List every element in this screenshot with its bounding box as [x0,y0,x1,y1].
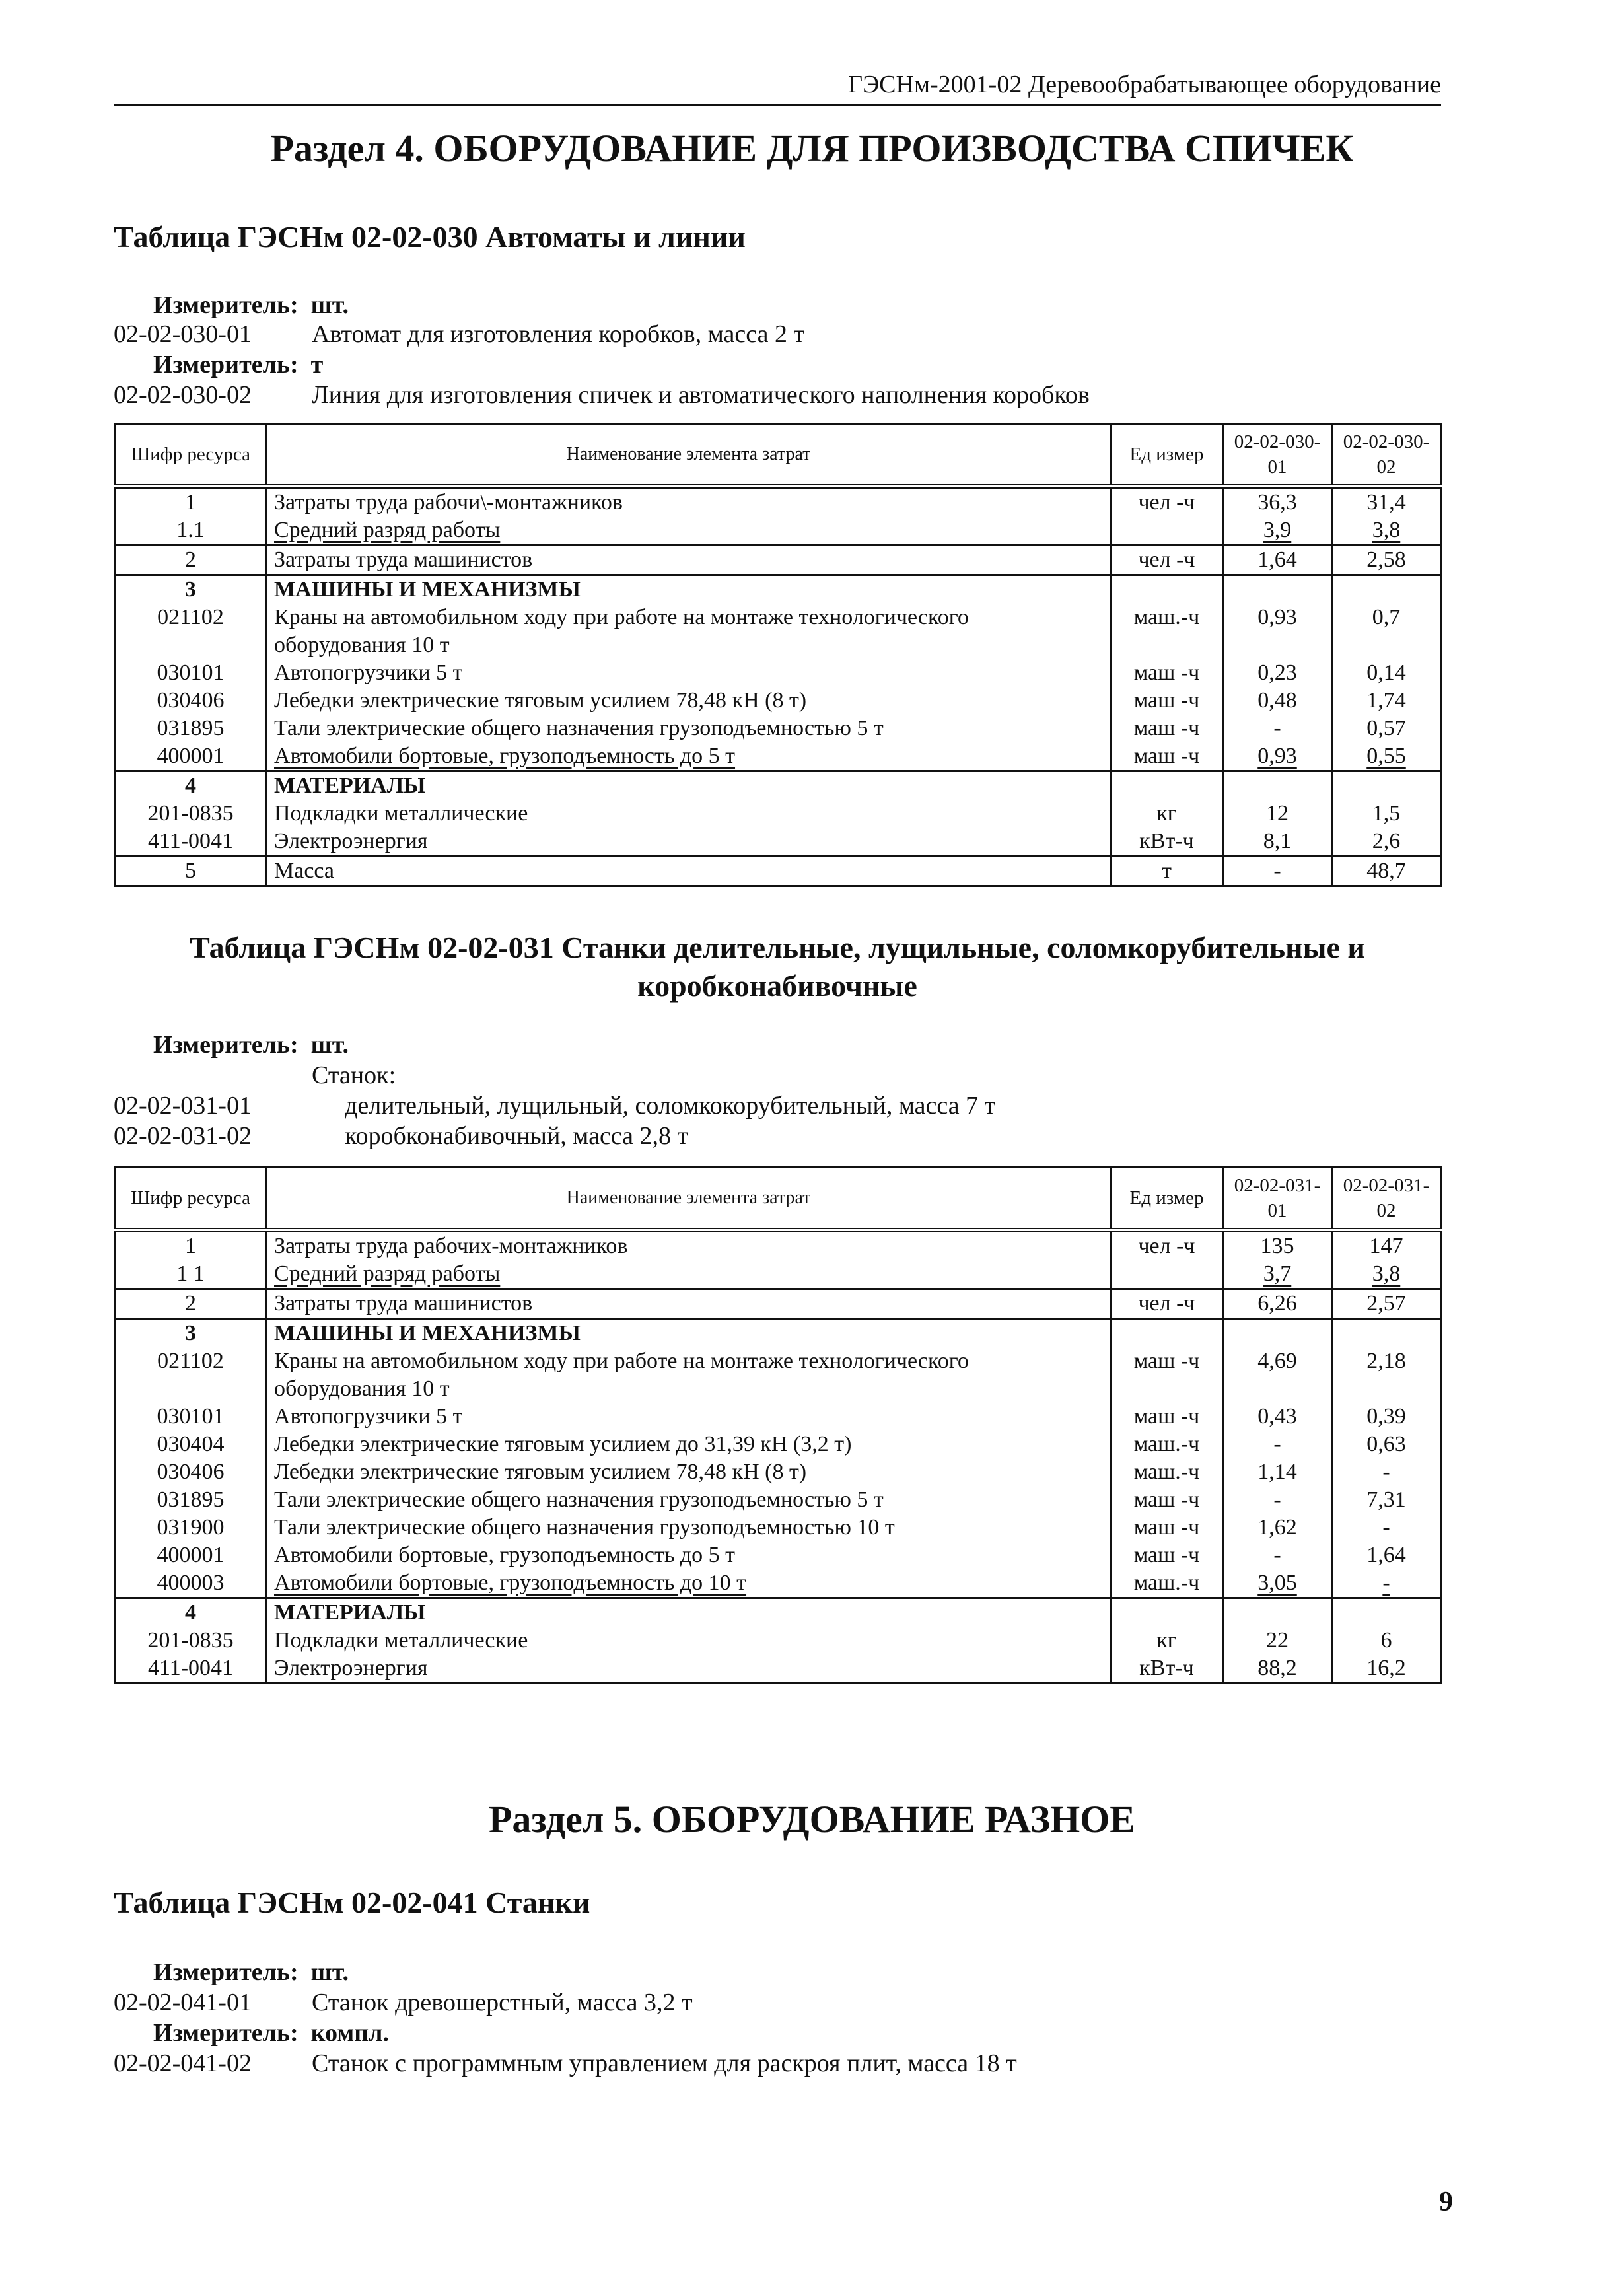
table-row [115,1230,1441,1261]
value-col-2: 2,58 [1332,546,1441,575]
table-031-title [114,929,1441,1005]
table-row [115,659,1441,687]
cost-element-name: МАШИНЫ И МЕХАНИЗМЫ [267,1319,1111,1348]
header-name: Наименование элемента затрат [267,424,1111,487]
resource-code: 411-0041 [115,1654,267,1684]
unit: кВт-ч [1111,828,1223,857]
value-col-1: - [1223,1542,1332,1569]
unit [1111,516,1223,546]
cost-element-name: Подкладки металлические [267,1627,1111,1654]
table-031 [114,1166,1442,1684]
table-031-title-line-1: Таблица ГЭСНм 02-02-031 Станки делительные, лущильные, соломкорубительные и [190,931,1365,964]
value-col-2: 0,63 [1332,1431,1441,1458]
value-col-2: 2,57 [1332,1289,1441,1319]
cost-element-name: Средний разряд работы [267,1260,1111,1289]
table-row [115,1319,1441,1348]
value-col-2: 3,8 [1332,1260,1441,1289]
unit: чел -ч [1111,1230,1223,1261]
meter-label: Измеритель: [153,291,299,319]
item-code: 02-02-041-02 [114,2049,252,2077]
value-col-1: 0,23 [1223,659,1332,687]
meter-value: шт. [310,1958,349,1986]
header-name: Наименование элемента затрат [267,1168,1111,1230]
value-col-1: - [1223,1431,1332,1458]
value-col-1: - [1223,1486,1332,1514]
header-unit: Ед измер [1111,1168,1223,1230]
unit: чел -ч [1111,1289,1223,1319]
value-col-1: 0,43 [1223,1403,1332,1431]
item-description: коробконабивочный, масса 2,8 т [345,1122,689,1150]
value-col-1: 0,48 [1223,687,1332,715]
value-col-2 [1332,1319,1441,1348]
value-col-2 [1332,1598,1441,1627]
resource-code: 030101 [115,1403,267,1431]
table-030-body [115,487,1441,886]
unit [1111,771,1223,800]
table-header-row [115,424,1441,487]
section-4-title: Раздел 4. ОБОРУДОВАНИЕ ДЛЯ ПРОИЗВОДСТВА СПИЧЕК [270,127,1354,170]
unit: чел -ч [1111,487,1223,517]
value-col-1: 3,9 [1223,516,1332,546]
value-col-1: 135 [1223,1230,1332,1261]
value-col-2 [1332,575,1441,604]
value-col-2: 0,57 [1332,715,1441,742]
value-col-2: 0,7 [1332,604,1441,659]
value-col-2 [1332,771,1441,800]
value-col-2: - [1332,1458,1441,1486]
meter-value: шт. [310,1031,349,1059]
unit [1111,1319,1223,1348]
item-description: Линия для изготовления спичек и автоматического наполнения коробков [312,381,1090,409]
value-col-2: 1,74 [1332,687,1441,715]
value-col-1 [1223,1598,1332,1627]
resource-code: 031895 [115,715,267,742]
table-row [115,1347,1441,1403]
resource-code: 031900 [115,1514,267,1542]
unit: маш.-ч [1111,604,1223,659]
page-number: 9 [1439,2187,1453,2217]
table-row [115,1486,1441,1514]
item-description: Автомат для изготовления коробков, масса 2 т [312,320,805,348]
unit: маш.-ч [1111,1458,1223,1486]
cost-element-name: МАТЕРИАЛЫ [267,771,1111,800]
section-5-title: Раздел 5. ОБОРУДОВАНИЕ РАЗНОЕ [488,1798,1135,1841]
unit: маш -ч [1111,1347,1223,1403]
cost-element-name: Подкладки металлические [267,800,1111,828]
value-col-2: 3,8 [1332,516,1441,546]
cost-element-name: МАШИНЫ И МЕХАНИЗМЫ [267,575,1111,604]
value-col-1: 6,26 [1223,1289,1332,1319]
table-row [115,1627,1441,1654]
cost-element-name: Затраты труда рабочи\-монтажников [267,487,1111,517]
cost-element-name: Затраты труда рабочих-монтажников [267,1230,1111,1261]
value-col-1: 22 [1223,1627,1332,1654]
table-030-title: Таблица ГЭСНм 02-02-030 Автоматы и линии [114,220,746,254]
item-description: Станок с программным управлением для раскроя плит, масса 18 т [312,2049,1017,2077]
table-041-meter-1 [153,1956,349,1988]
cost-element-name: Краны на автомобильном ходу при работе на монтаже технологического оборудования 10 т [267,1347,1111,1403]
resource-code: 3 [115,575,267,604]
meter-label: Измеритель: [153,2019,299,2047]
value-col-2: 7,31 [1332,1486,1441,1514]
table-row [115,742,1441,771]
resource-code: 030404 [115,1431,267,1458]
cost-element-name: Электроэнергия [267,1654,1111,1684]
table-041-item-1 [114,1987,693,2018]
cost-element-name: Тали электрические общего назначения грузоподъемностью 5 т [267,715,1111,742]
value-col-2: 1,64 [1332,1542,1441,1569]
table-030 [114,423,1442,887]
unit [1111,1260,1223,1289]
resource-code: 021102 [115,1347,267,1403]
value-col-1: 0,93 [1223,604,1332,659]
cost-element-name: Затраты труда машинистов [267,546,1111,575]
cost-element-name: Лебедки электрические тяговым усилием 78,48 кН (8 т) [267,1458,1111,1486]
resource-code: 400001 [115,1542,267,1569]
item-description: делительный, лущильный, соломкокорубительный, масса 7 т [345,1092,996,1119]
header-col-2: 02-02-030-02 [1332,424,1441,487]
cost-element-name: Лебедки электрические тяговым усилием 78,48 кН (8 т) [267,687,1111,715]
value-col-2: 0,55 [1332,742,1441,771]
table-row [115,604,1441,659]
resource-code: 2 [115,546,267,575]
value-col-2: 147 [1332,1230,1441,1261]
table-041-meter-2 [153,2017,389,2049]
cost-element-name: Тали электрические общего назначения грузоподъемностью 10 т [267,1514,1111,1542]
value-col-2: - [1332,1569,1441,1598]
resource-code: 2 [115,1289,267,1319]
unit: маш -ч [1111,1542,1223,1569]
resource-code: 1 [115,487,267,517]
unit [1111,1598,1223,1627]
item-code: 02-02-031-02 [114,1122,252,1150]
item-code: 02-02-041-01 [114,1989,252,2016]
table-030-item-1 [114,318,804,350]
table-row [115,575,1441,604]
value-col-1: 1,62 [1223,1514,1332,1542]
resource-code: 5 [115,857,267,886]
table-031-group-label: Станок: [312,1061,396,1089]
item-code: 02-02-031-01 [114,1092,252,1119]
table-row [115,828,1441,857]
running-header: ГЭСНм-2001-02 Деревообрабатывающее оборудование [114,69,1441,106]
table-row [115,546,1441,575]
header-col-1: 02-02-031-01 [1223,1168,1332,1230]
item-code: 02-02-030-02 [114,381,252,409]
meter-label: Измеритель: [153,1031,299,1059]
table-row [115,800,1441,828]
unit: кг [1111,1627,1223,1654]
item-code: 02-02-030-01 [114,320,252,348]
cost-element-name: Электроэнергия [267,828,1111,857]
unit: маш -ч [1111,687,1223,715]
value-col-2: 0,39 [1332,1403,1441,1431]
resource-code: 201-0835 [115,800,267,828]
value-col-1: 1,64 [1223,546,1332,575]
table-row [115,1598,1441,1627]
table-031-body [115,1230,1441,1684]
meter-label: Измеритель: [153,351,299,378]
value-col-1: 3,05 [1223,1569,1332,1598]
value-col-1 [1223,771,1332,800]
value-col-2: 2,18 [1332,1347,1441,1403]
header-code: Шифр ресурса [115,1168,267,1230]
resource-code: 021102 [115,604,267,659]
table-031-title-line-2: коробконабивочные [637,969,917,1003]
resource-code: 400003 [115,1569,267,1598]
value-col-2: 6 [1332,1627,1441,1654]
unit: маш -ч [1111,659,1223,687]
resource-code: 3 [115,1319,267,1348]
resource-code: 400001 [115,742,267,771]
value-col-2: 1,5 [1332,800,1441,828]
value-col-1: 8,1 [1223,828,1332,857]
meter-value: компл. [310,2019,389,2047]
value-col-1: 1,14 [1223,1458,1332,1486]
cost-element-name: Тали электрические общего назначения грузоподъемностью 5 т [267,1486,1111,1514]
table-row [115,1569,1441,1598]
value-col-1: 12 [1223,800,1332,828]
unit: маш.-ч [1111,1569,1223,1598]
value-col-2: 0,14 [1332,659,1441,687]
header-col-2: 02-02-031-02 [1332,1168,1441,1230]
resource-code: 1.1 [115,516,267,546]
cost-element-name: Автомобили бортовые, грузоподъемность до 5 т [267,742,1111,771]
unit: маш -ч [1111,1514,1223,1542]
table-row [115,516,1441,546]
table-030-item-2 [114,379,1090,411]
unit: маш -ч [1111,715,1223,742]
unit: маш.-ч [1111,1431,1223,1458]
unit: чел -ч [1111,546,1223,575]
unit: т [1111,857,1223,886]
meter-label: Измеритель: [153,1958,299,1986]
cost-element-name: Лебедки электрические тяговым усилием до 31,39 кН (3,2 т) [267,1431,1111,1458]
table-030-meter-2 [153,349,323,380]
item-description: Станок древошерстный, масса 3,2 т [312,1989,693,2016]
resource-code: 1 1 [115,1260,267,1289]
resource-code: 1 [115,1230,267,1261]
resource-code: 201-0835 [115,1627,267,1654]
table-row [115,1403,1441,1431]
cost-element-name: МАТЕРИАЛЫ [267,1598,1111,1627]
table-row [115,687,1441,715]
value-col-2: - [1332,1514,1441,1542]
table-041-title: Таблица ГЭСНм 02-02-041 Станки [114,1886,590,1919]
resource-code: 4 [115,771,267,800]
table-row [115,771,1441,800]
table-041-item-2 [114,2047,1017,2079]
value-col-1 [1223,1319,1332,1348]
table-row [115,1542,1441,1569]
table-row [115,715,1441,742]
value-col-1: 4,69 [1223,1347,1332,1403]
cost-element-name: Затраты труда машинистов [267,1289,1111,1319]
unit: кВт-ч [1111,1654,1223,1684]
table-row [115,487,1441,517]
value-col-1: - [1223,715,1332,742]
unit: маш -ч [1111,1403,1223,1431]
table-row [115,1431,1441,1458]
resource-code: 4 [115,1598,267,1627]
value-col-2: 31,4 [1332,487,1441,517]
cost-element-name: Автопогрузчики 5 т [267,659,1111,687]
value-col-1: 3,7 [1223,1260,1332,1289]
table-row [115,1654,1441,1684]
unit: кг [1111,800,1223,828]
value-col-1: 0,93 [1223,742,1332,771]
table-header-row [115,1168,1441,1230]
unit: маш -ч [1111,1486,1223,1514]
value-col-2: 2,6 [1332,828,1441,857]
table-row [115,1289,1441,1319]
table-row [115,1260,1441,1289]
value-col-1: - [1223,857,1332,886]
cost-element-name: Автомобили бортовые, грузоподъемность до 10 т [267,1569,1111,1598]
header-code: Шифр ресурса [115,424,267,487]
resource-code: 030406 [115,1458,267,1486]
cost-element-name: Краны на автомобильном ходу при работе на монтаже технологического оборудования 10 т [267,604,1111,659]
unit: маш -ч [1111,742,1223,771]
table-row [115,1458,1441,1486]
value-col-2: 16,2 [1332,1654,1441,1684]
header-unit: Ед измер [1111,424,1223,487]
table-031-item-2 [114,1120,688,1152]
table-030-meter-1 [153,289,349,321]
table-row [115,857,1441,886]
value-col-1: 36,3 [1223,487,1332,517]
cost-element-name: Автомобили бортовые, грузоподъемность до 5 т [267,1542,1111,1569]
meter-value: шт. [310,291,349,319]
cost-element-name: Автопогрузчики 5 т [267,1403,1111,1431]
table-row [115,1514,1441,1542]
value-col-2: 48,7 [1332,857,1441,886]
resource-code: 030101 [115,659,267,687]
header-col-1: 02-02-030-01 [1223,424,1332,487]
table-031-meter [153,1029,349,1061]
cost-element-name: Масса [267,857,1111,886]
unit [1111,575,1223,604]
value-col-1 [1223,575,1332,604]
resource-code: 031895 [115,1486,267,1514]
cost-element-name: Средний разряд работы [267,516,1111,546]
table-031-item-1 [114,1090,995,1121]
resource-code: 030406 [115,687,267,715]
meter-value: т [310,351,324,378]
resource-code: 411-0041 [115,828,267,857]
value-col-1: 88,2 [1223,1654,1332,1684]
